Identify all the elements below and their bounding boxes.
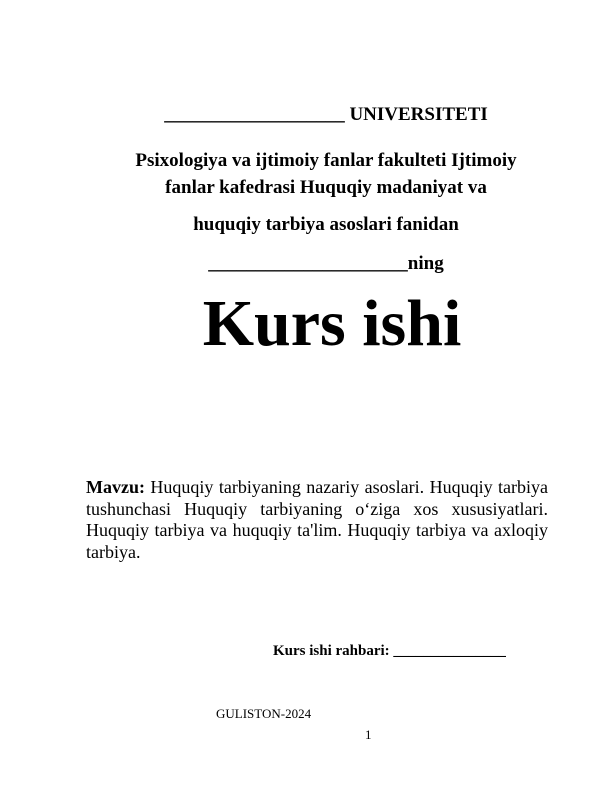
university-line: ___________________ UNIVERSITETI <box>164 104 488 125</box>
topic-paragraph <box>86 477 548 563</box>
topic-label: Mavzu: <box>86 477 145 497</box>
student-name-line: _____________________ning <box>208 253 444 274</box>
supervisor-line: Kurs ishi rahbari: _______________ <box>273 643 506 659</box>
city-year: GULISTON-2024 <box>216 706 312 721</box>
faculty-line-3: huquqiy tarbiya asoslari fanidan <box>193 214 459 235</box>
document-title: Kurs ishi <box>202 287 462 360</box>
faculty-line-2: fanlar kafedrasi Huquqiy madaniyat va <box>165 177 487 198</box>
page-number: 1 <box>365 727 372 742</box>
topic-text: Huquqiy tarbiyaning nazariy asoslari. Huquqiy tarbiya tushunchasi Huquqiy tarbiyaning o‘ziga xos xususiyatlari. Huquqiy tarbiya va huquqiy ta'lim. Huquqiy tarbiya va axloqiy tarbiya. <box>86 477 548 562</box>
faculty-line-1: Psixologiya va ijtimoiy fanlar fakulteti Ijtimoiy <box>135 150 517 171</box>
